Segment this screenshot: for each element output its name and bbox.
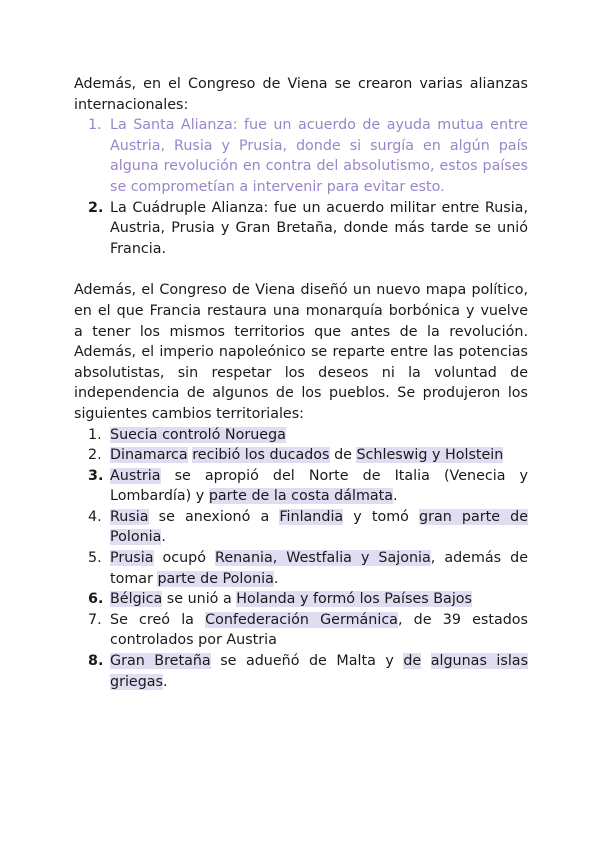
text: se adueñó de [220,653,327,670]
item-number: 1. [88,117,102,134]
text: de [334,447,352,464]
item-number: 4. [88,508,102,525]
new-map-paragraph: Además, el Congreso de Viena diseñó un nuevo mapa político, en el que Francia restaura una monarquía borbónica y vuelve a tener los mismos territorios que antes de la revolución. Además, el imperio napoleónico se reparte entre las potencias absolutistas, sin respetar los deseos ni la voluntad de independencia de algunos de los pueblos. Se produjeron los siguientes cambios territoriales: [74,282,528,422]
text: . [273,570,279,587]
holy-alliance-text: La Santa Alianza: fue un acuerdo de ayuda mutua entre Austria, Rusia y Prusia, donde si surgía en algún país alguna revolución en contra del absolutismo, estos países se comprometían a intervenir para evitar esto. [110,117,528,195]
alliances-intro: Además, en el Congreso de Viena se crearon varias alianzas internacionales: [74,76,528,113]
highlight: Finlandia [279,508,344,525]
highlight: algunas islas griegas [110,653,529,690]
text: se unió a [166,591,232,608]
highlight: Schleswig y Holstein [356,447,504,464]
highlight: de [403,653,422,670]
alliances-list [74,115,528,259]
highlight: Bélgica [110,591,163,608]
text: Se creó la [110,611,194,628]
text: , además de tomar [110,550,528,587]
highlight: Prusia [110,550,154,567]
list-item [88,445,528,466]
item-number: 6. [88,591,104,608]
highlight: recibió los ducados [192,447,330,464]
text: . [163,673,168,690]
item-number: 5. [88,550,102,567]
highlight: Renania, Westfalia y Sajonia [215,550,431,567]
text: y [195,488,205,505]
highlight: gran parte de Polonia [110,508,528,546]
text: y tomó [353,508,409,525]
text: se anexionó a [158,508,270,525]
item-number: 2. [88,447,102,464]
highlight: parte de Polonia [157,570,274,587]
item-number: 1. [88,426,102,443]
list-item [88,425,528,446]
item-number: 8. [88,653,104,670]
highlight: Suecia controló Noruega [110,426,286,443]
list-item [88,507,528,548]
list-item [88,198,528,260]
list-item [88,115,528,197]
item-number: 2. [88,199,104,216]
list-item [88,610,528,651]
list-item [88,466,528,507]
highlight: Dinamarca [110,447,188,464]
item-number: 3. [88,467,104,484]
text: Malta y [336,653,394,670]
highlight: Austria [110,467,161,484]
text: . [393,488,398,505]
highlight: Holanda y formó los Países Bajos [236,591,472,608]
highlight: Rusia [110,508,149,525]
territorial-changes-list [74,425,528,693]
text: se apropió del Norte de Italia (Venecia y Lombardía) [110,467,528,505]
list-item [88,548,528,589]
list-item [88,589,528,610]
highlight: Gran Bretaña [110,653,211,670]
list-item [88,651,529,692]
highlight: parte de la costa dálmata [208,488,393,505]
text: ocupó [162,550,207,567]
highlight: Confederación Germánica [205,611,398,628]
text: , de 39 estados controlados por Austria [110,611,528,649]
text: . [161,529,166,546]
item-number: 7. [88,611,102,628]
quadruple-alliance-text: La Cuádruple Alianza: fue un acuerdo militar entre Rusia, Austria, Prusia y Gran Bretaña, donde más tarde se unió Francia. [110,199,528,257]
